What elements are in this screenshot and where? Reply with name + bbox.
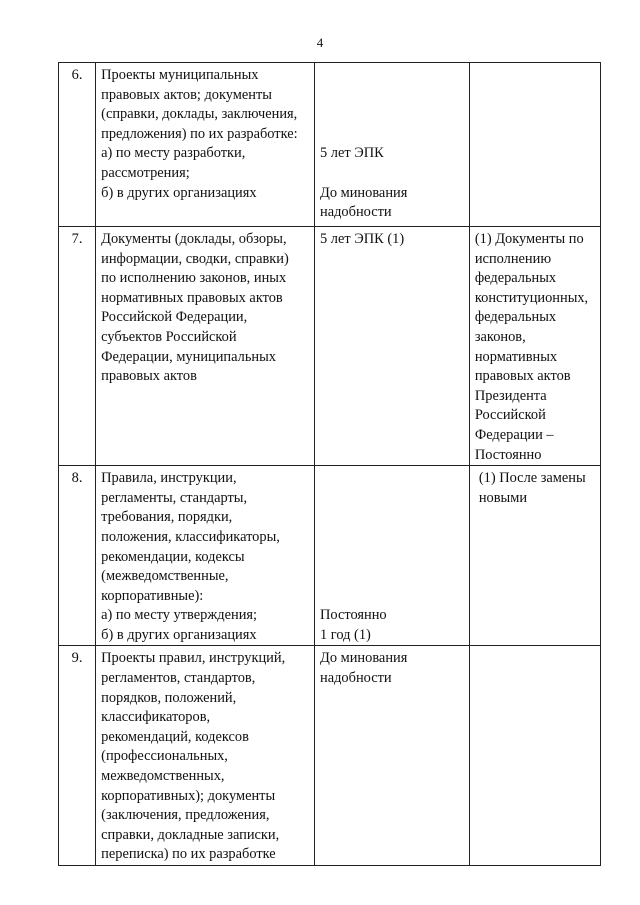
document-type-cell bbox=[96, 646, 315, 866]
text-line: Документы (доклады, обзоры, bbox=[101, 231, 287, 247]
text-line: б) в других организациях bbox=[101, 184, 257, 201]
note-line: федеральных bbox=[474, 270, 557, 287]
text-line: а) по месту разработки, bbox=[101, 145, 246, 162]
note-line: законов, bbox=[474, 328, 526, 345]
retention-term-cell bbox=[315, 227, 470, 466]
text-line: порядков, положений, bbox=[101, 689, 237, 706]
text-line: Проекты муниципальных bbox=[101, 67, 259, 83]
text-line: положения, классификаторы, bbox=[101, 528, 280, 545]
text-line: требования, порядки, bbox=[101, 509, 233, 526]
document-type-cell bbox=[96, 227, 315, 466]
term-line: 5 лет ЭПК (1) bbox=[320, 231, 405, 247]
text-line: рассмотрения; bbox=[101, 164, 190, 181]
text-line: Российской Федерации, bbox=[101, 309, 248, 326]
text-line: б) в других организациях bbox=[101, 626, 257, 643]
table-row-9 bbox=[59, 646, 601, 866]
term-line: 1 год (1) bbox=[320, 626, 371, 643]
text-line: (заключения, предложения, bbox=[101, 807, 270, 824]
note-line: федеральных bbox=[474, 309, 557, 326]
note-line: нормативных bbox=[474, 348, 558, 365]
text-line: корпоративные): bbox=[101, 587, 204, 604]
text-line: регламенты, стандарты, bbox=[101, 489, 248, 506]
note-cell bbox=[469, 466, 600, 646]
document-type-cell bbox=[96, 63, 315, 227]
note-line: (1) Документы по bbox=[474, 231, 584, 247]
text-line: правовых актов; документы bbox=[101, 86, 272, 103]
term-line: надобности bbox=[320, 204, 392, 221]
row-number: 7. bbox=[59, 227, 96, 466]
text-line: корпоративных); документы bbox=[101, 787, 276, 804]
retention-term-cell bbox=[315, 646, 470, 866]
term-line: До минования bbox=[320, 650, 408, 667]
note-cell bbox=[469, 646, 600, 866]
text-line: справки, докладные записки, bbox=[101, 826, 280, 843]
text-line: (справки, доклады, заключения, bbox=[101, 106, 298, 123]
note-line: Постоянно bbox=[474, 446, 542, 463]
text-line: субъектов Российской bbox=[101, 328, 237, 345]
note-line: правовых актов bbox=[474, 368, 571, 385]
text-line: нормативных правовых актов bbox=[101, 289, 283, 306]
text-line: Проекты правил, инструкций, bbox=[101, 650, 286, 667]
text-line: рекомендации, кодексы bbox=[101, 548, 245, 565]
note-cell bbox=[469, 63, 600, 227]
table-row-6 bbox=[59, 63, 601, 227]
note-line: конституционных, bbox=[474, 289, 589, 306]
note-line: исполнению bbox=[474, 250, 552, 267]
row-number: 6. bbox=[59, 63, 96, 227]
text-line: классификаторов, bbox=[101, 709, 211, 726]
text-line: Федерации, муниципальных bbox=[101, 348, 276, 365]
page-number: 4 bbox=[316, 35, 324, 50]
text-line: предложения) по их разработке: bbox=[101, 125, 298, 142]
text-line: (межведомственные, bbox=[101, 568, 229, 585]
term-line: До минования bbox=[320, 184, 408, 201]
retention-table bbox=[58, 62, 601, 866]
text-line: правовых актов bbox=[101, 368, 197, 385]
row-number: 8. bbox=[59, 466, 96, 646]
note-line: новыми bbox=[478, 489, 528, 506]
note-line: Российской bbox=[474, 407, 546, 424]
retention-term-cell bbox=[315, 63, 470, 227]
text-line: информации, сводки, справки) bbox=[101, 250, 289, 267]
note-line: Федерации – bbox=[474, 426, 554, 443]
table-row-8 bbox=[59, 466, 601, 646]
note-line: Президента bbox=[474, 387, 547, 404]
text-line: (профессиональных, bbox=[101, 748, 228, 765]
note-line: (1) После замены bbox=[478, 470, 586, 487]
term-line: надобности bbox=[320, 670, 392, 687]
text-line: по исполнению законов, иных bbox=[101, 270, 287, 287]
table-row-7 bbox=[59, 227, 601, 466]
term-line: 5 лет ЭПК bbox=[320, 145, 384, 162]
text-line: а) по месту утверждения; bbox=[101, 607, 258, 624]
term-line: Постоянно bbox=[320, 607, 387, 624]
text-line: переписка) по их разработке bbox=[101, 846, 276, 863]
text-line: межведомственных, bbox=[101, 768, 225, 785]
retention-term-cell bbox=[315, 466, 470, 646]
row-number: 9. bbox=[59, 646, 96, 866]
text-line: регламентов, стандартов, bbox=[101, 670, 256, 687]
note-cell bbox=[469, 227, 600, 466]
text-line: Правила, инструкции, bbox=[101, 470, 237, 487]
text-line: рекомендаций, кодексов bbox=[101, 728, 249, 745]
document-type-cell bbox=[96, 466, 315, 646]
